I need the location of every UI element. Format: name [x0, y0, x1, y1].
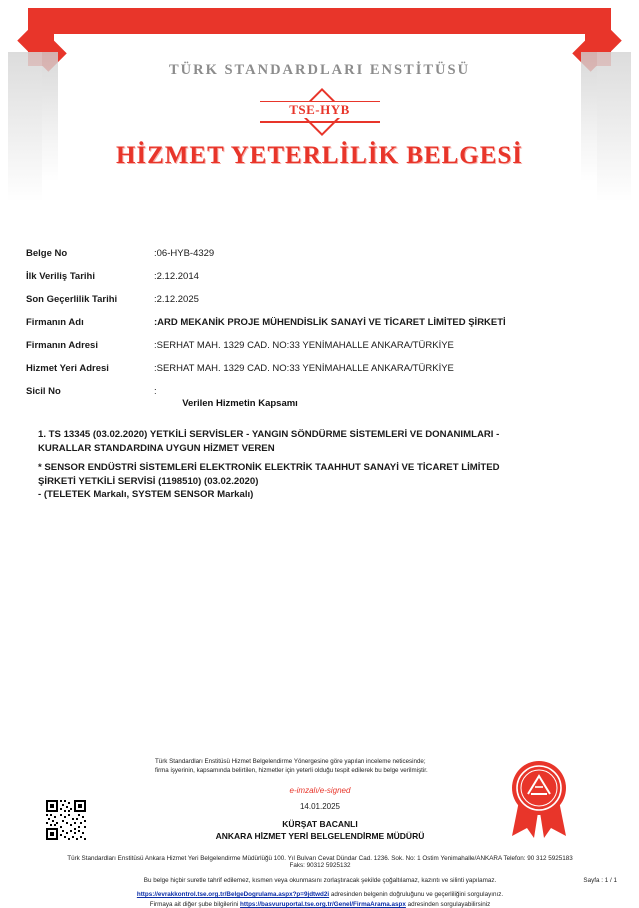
field-label: İlk Veriliş Tarihi [26, 271, 95, 282]
verification-suffix: adresinden belgenin doğruluğunu ve geçerliliğini sorgulayınız. [329, 891, 504, 898]
certificate-fields [26, 248, 616, 409]
field-value: :ARD MEKANİK PROJE MÜHENDİSLİK SANAYİ VE TİCARET LİMİTED ŞİRKETİ [154, 317, 506, 328]
field-row [26, 317, 616, 328]
field-row [26, 271, 616, 282]
branch-lookup-line [40, 901, 600, 908]
field-value: :SERHAT MAH. 1329 CAD. NO:33 YENİMAHALLE ANKARA/TÜRKİYE [154, 363, 454, 374]
field-row [26, 248, 616, 259]
e-signed-label: e-imzalı/e-signed [289, 786, 351, 795]
header-red-bar [28, 8, 611, 34]
field-value: :2.12.2014 [154, 271, 199, 282]
verification-line [40, 891, 600, 898]
field-label: Sicil No [26, 386, 61, 397]
signer-title: ANKARA HİZMET YERİ BELGELENDİRME MÜDÜRÜ [215, 831, 425, 841]
field-label: Son Geçerlilik Tarihi [26, 294, 118, 305]
signer-name: KÜRŞAT BACANLI [282, 819, 358, 829]
footer-address: Türk Standardları Enstitüsü Ankara Hizmet Yeri Belgelendirme Müdürlüğü 100. Yıl Bulvarı Cevat Dündar Cad. 1236. Sok. No: 1 Ostim Yenimahalle/ANKARA Telefon: 90 312 5925183 Faks: 90312 5925132 [67, 855, 573, 869]
scope-line-2: KURALLAR STANDARDINA UYGUN HİZMET VEREN [38, 442, 275, 454]
page-title: HİZMET YETERLİLİK BELGESİ [115, 142, 524, 169]
tse-hyb-logo [260, 91, 380, 129]
scope-title: Verilen Hizmetin Kapsamı [182, 398, 298, 409]
field-label: Firmanın Adı [26, 317, 84, 328]
field-value: :06-HYB-4329 [154, 248, 215, 259]
field-label: Firmanın Adresi [26, 340, 98, 351]
field-label: Belge No [26, 248, 68, 259]
field-row [26, 294, 616, 305]
branch-lookup-suffix: adresinden sorgulayabilirsiniz [405, 901, 491, 908]
field-row [26, 363, 616, 374]
field-row [26, 386, 616, 397]
page-number: Sayfa : 1 / 1 [583, 877, 617, 884]
field-value: : [154, 386, 157, 397]
qr-code-icon [44, 798, 88, 842]
scope-line-1: 1. TS 13345 (03.02.2020) YETKİLİ SERVİSLER - YANGIN SÖNDÜRME SİSTEMLERİ VE DONANIMLARI - [38, 429, 500, 440]
official-seal-icon [508, 758, 570, 840]
scope-line-3: * SENSOR ENDÜSTRİ SİSTEMLERİ ELEKTRONİK ELEKTRİK TAAHHUT SANAYİ VE TİCARET LİMİTED [38, 462, 500, 473]
scope-line-4: ŞİRKETİ YETKİLİ SERVİSİ (1198510) (03.02.2020) [38, 475, 259, 487]
footer-note-line-1: Türk Standardları Enstitüsü Hizmet Belgelendirme Yönergesine göre yapılan inceleme neticesinde; [155, 758, 426, 765]
field-row [26, 340, 616, 351]
field-value: :SERHAT MAH. 1329 CAD. NO:33 YENİMAHALLE ANKARA/TÜRKİYE [154, 340, 454, 351]
institute-name: TÜRK STANDARDLARI ENSTİTÜSÜ [168, 62, 471, 78]
certificate-header [0, 0, 639, 205]
signature-date: 14.01.2025 [299, 802, 341, 811]
logo-label: TSE-HYB [260, 102, 380, 118]
footer-note [155, 757, 485, 775]
footer-note-line-2: firma işyerinin, kapsamında belirtilen, hizmetler için yeterli olduğu tespit edilerek bu belge verilmiştir. [155, 767, 428, 774]
branch-lookup-link[interactable]: https://basvuruportal.tse.org.tr/Genel/FirmaArama.aspx [240, 901, 406, 908]
scope-line-5: - (TELETEK Markalı, SYSTEM SENSOR Markalı) [38, 489, 254, 500]
footer-tamper-note: Bu belge hiçbir suretle tahrif edilemez, kısmen veya okunmasını zorlaştıracak şekilde çoğaltılamaz, kazıntı ve silinti yapılamaz. [143, 877, 497, 884]
field-value: :2.12.2025 [154, 294, 199, 305]
branch-lookup-prefix: Firmaya ait diğer şube bilgilerini [149, 901, 241, 908]
field-label: Hizmet Yeri Adresi [26, 363, 109, 374]
verification-link[interactable]: https://evrakkontrol.tse.org.tr/BelgeDogrulama.aspx?p=9jdtwd2i [136, 891, 330, 898]
scope-body [38, 428, 598, 502]
